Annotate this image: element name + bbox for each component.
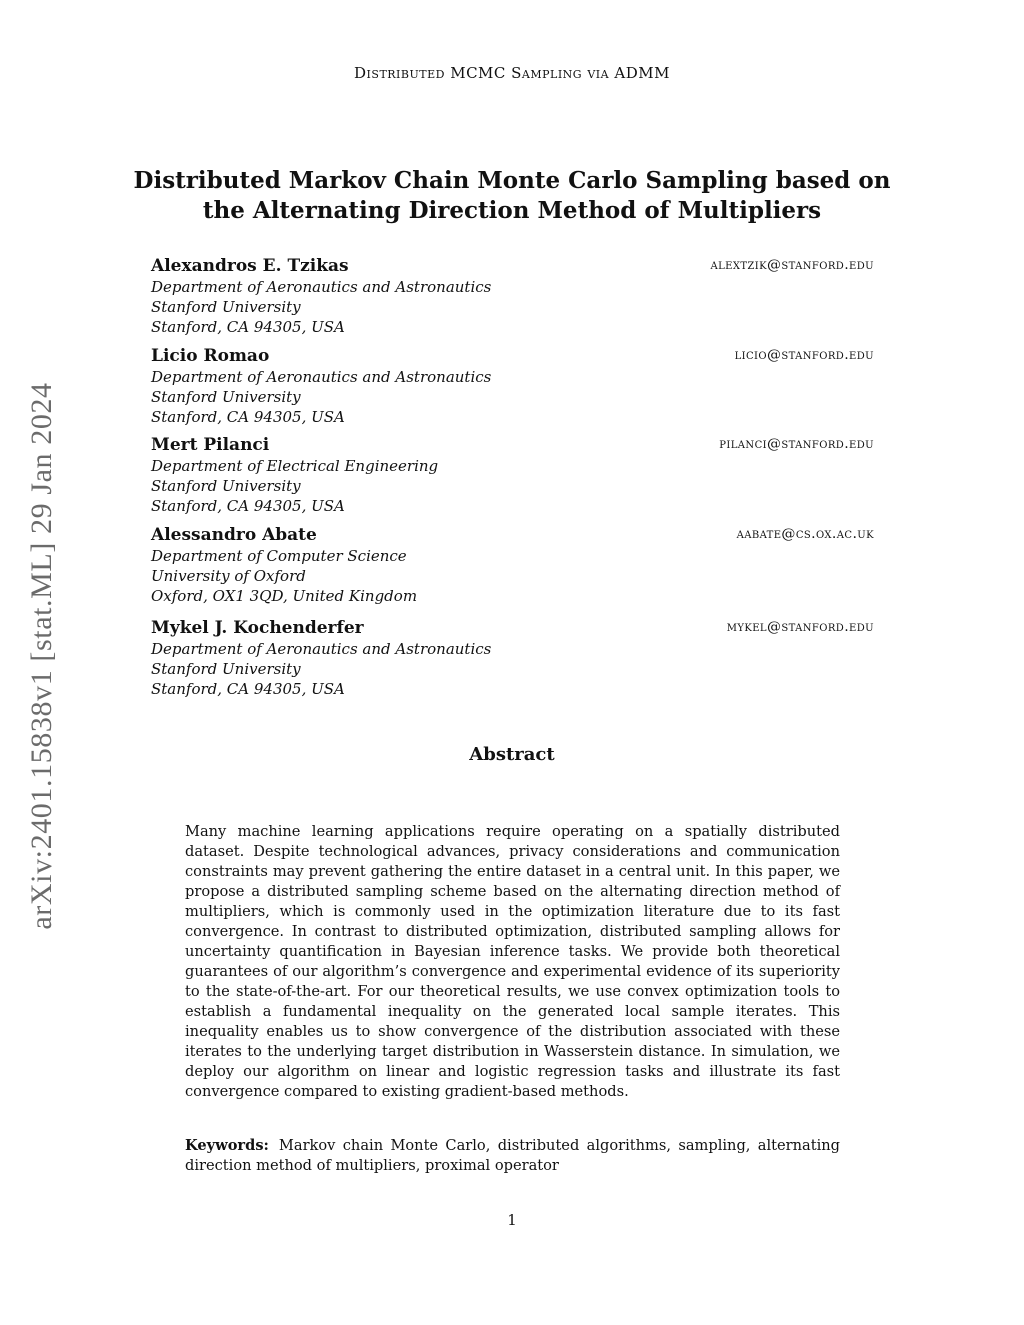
keywords-paragraph — [185, 1136, 840, 1176]
author-name: Mykel J. Kochenderfer — [151, 618, 364, 638]
paper-title-line-2: the Alternating Direction Method of Multipliers — [202, 197, 822, 224]
author-institution: Stanford University — [151, 477, 301, 495]
author-department: Department of Computer Science — [151, 547, 407, 565]
author-address: Stanford, CA 94305, USA — [151, 408, 345, 426]
author-institution: University of Oxford — [151, 567, 306, 585]
author-address: Stanford, CA 94305, USA — [151, 680, 345, 698]
author-address: Stanford, CA 94305, USA — [151, 318, 345, 336]
author-block-4 — [151, 524, 874, 606]
author-department: Department of Aeronautics and Astronautics — [151, 368, 492, 386]
abstract-heading: Abstract — [469, 744, 555, 765]
author-block-1 — [151, 255, 874, 337]
abstract-text: Many machine learning applications require operating on a spatially distributed dataset. Despite technological advances, privacy considerations and communication constraints may prevent gathering the entire dataset in a central unit. In this paper, we propose a distributed sampling scheme based on the alternating direction method of multipliers, which is commonly used in the optimization literature due to its fast convergence. In contrast to distributed optimization, distributed sampling allows for uncertainty quantification in Bayesian inference tasks. We provide both theoretical guarantees of our algorithm’s convergence and experimental evidence of its superiority to the state-of-the-art. For our theoretical results, we use convex optimization tools to establish a fundamental inequality on the generated local sample iterates. This inequality enables us to show convergence of the distribution associated with these iterates to the underlying target distribution in Wasserstein distance. In simulation, we deploy our algorithm on linear and logistic regression tasks and illustrate its fast convergence compared to existing gradient-based methods. — [185, 823, 840, 1100]
author-email: pilanci@stanford.edu — [719, 436, 874, 452]
page-number: 1 — [507, 1211, 517, 1229]
running-head: Distributed MCMC Sampling via ADMM — [354, 64, 670, 82]
author-email: alextzik@stanford.edu — [710, 257, 874, 273]
paper-title-line-1: Distributed Markov Chain Monte Carlo Sampling based on — [133, 167, 891, 194]
author-email: aabate@cs.ox.ac.uk — [736, 526, 874, 542]
author-name: Licio Romao — [151, 346, 270, 366]
author-department: Department of Aeronautics and Astronautics — [151, 640, 492, 658]
author-institution: Stanford University — [151, 298, 301, 316]
author-name: Alexandros E. Tzikas — [151, 256, 349, 276]
author-department: Department of Aeronautics and Astronautics — [151, 278, 492, 296]
author-address: Oxford, OX1 3QD, United Kingdom — [151, 587, 418, 605]
arxiv-identifier-stamp: arXiv:2401.15838v1 [stat.ML] 29 Jan 2024 — [25, 382, 58, 930]
author-name: Mert Pilanci — [151, 435, 270, 455]
author-address: Stanford, CA 94305, USA — [151, 497, 345, 515]
author-department: Department of Electrical Engineering — [151, 457, 439, 475]
author-institution: Stanford University — [151, 660, 301, 678]
author-name: Alessandro Abate — [151, 525, 317, 545]
paper-title — [120, 166, 904, 226]
author-block-5 — [151, 617, 874, 699]
author-email: mykel@stanford.edu — [726, 619, 874, 635]
keywords-text: Markov chain Monte Carlo, distributed algorithms, sampling, alternating direction method of multipliers, proximal operator — [185, 1137, 840, 1174]
keywords-label: Keywords: — [185, 1137, 269, 1154]
author-block-2 — [151, 345, 874, 427]
author-institution: Stanford University — [151, 388, 301, 406]
author-email: licio@stanford.edu — [734, 347, 874, 363]
author-block-3 — [151, 434, 874, 516]
